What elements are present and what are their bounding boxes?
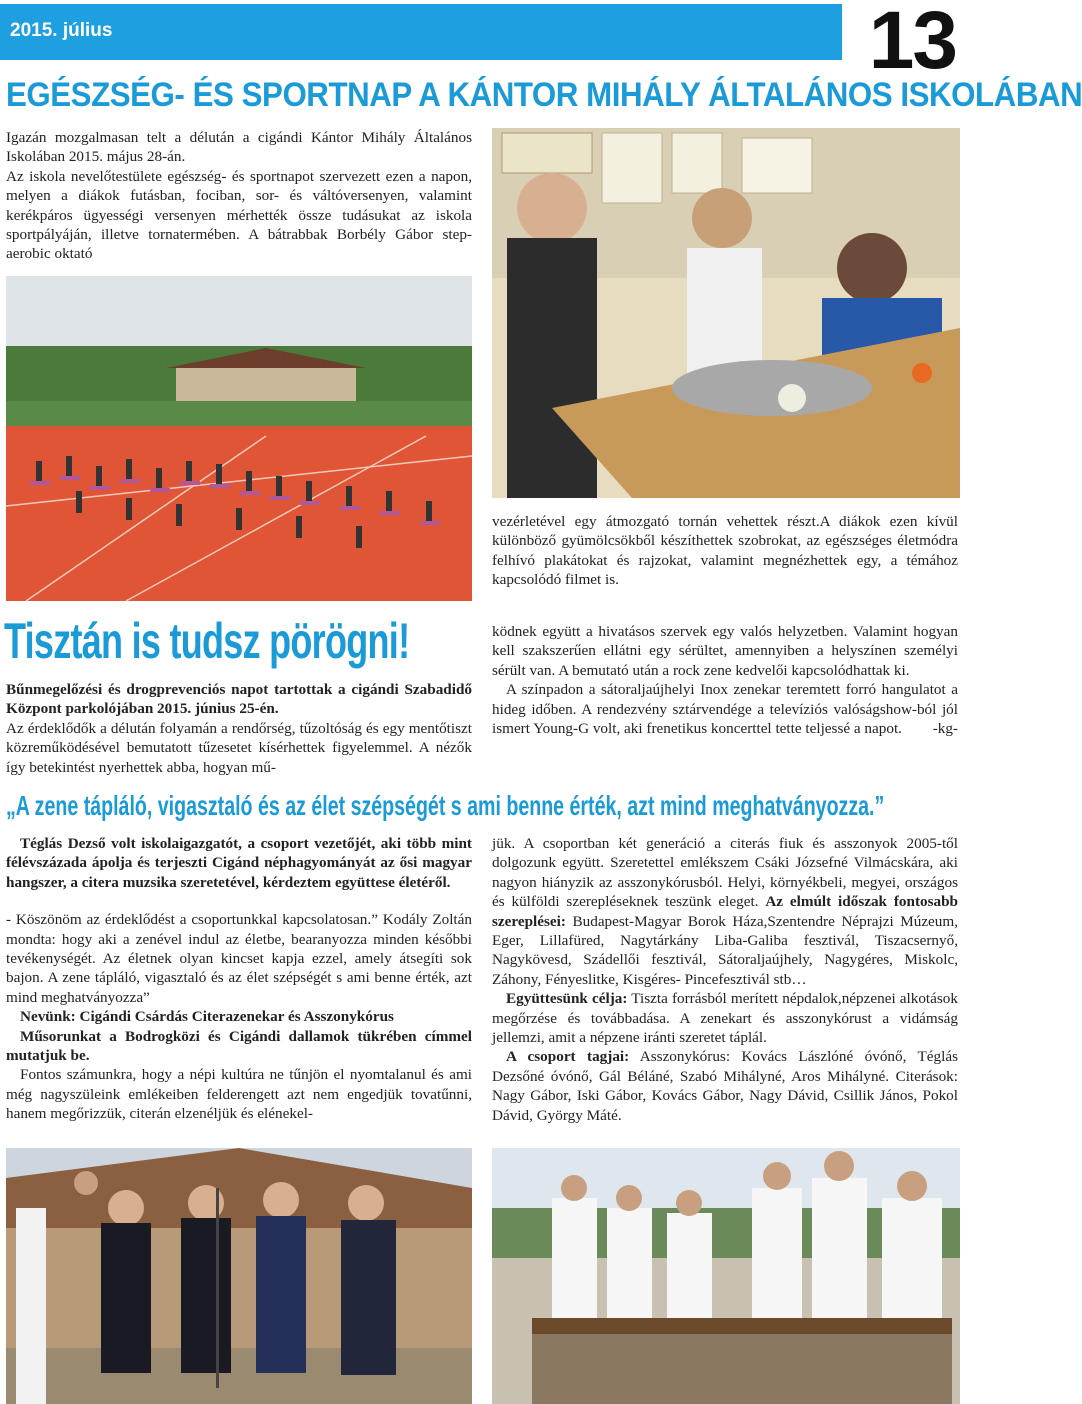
article2-col1 (6, 680, 472, 777)
photo-choir (6, 1148, 472, 1404)
article2-body3: A színpadon a sátoraljaújhelyi Inox zenekar teremtett forró hangulatot a hideg időben. A rendezvény sztárvendége a televíziós valóságshow-ból jól ismert Young-G volt, aki frenetikus koncerttel tette teljessé a napot. (492, 681, 958, 738)
photo-step-aerobic (6, 276, 472, 601)
article1-body1: Az iskola nevelőtestülete egészség- és sportnapot szervezett ezen a napon, melyen a diákok futásban, fociban, sor- és váltóversenyen, valamint kerékpáros ügyességi versenyen mérhették össze tudásukat az iskola sportpályáján, illetve tornatermében. A bátrabbak Borbély Gábor step-aerobic oktató (6, 167, 472, 263)
article3-perf-text: Budapest-Magyar Borok Háza,Szentendre Néprajzi Múzeum, Eger, Lillafüred, Nagytárkány Liba-Galiba fesztivál, Tiszacsernyő, Nagykövesd, Szádellői fesztivál, Sátoraljaújhely, Nagygéres, Miskolc, Záhony, Fényeslitke, Kisgéres- Pincefesztivál stb… (492, 912, 959, 988)
header-bar (0, 4, 842, 60)
article3-p1: - Köszönöm az érdeklődést a csoportunkkal kapcsolatosan.” Kodály Zoltán mondta: hogy aki a zenével indul az életbe, bearanyozza minden későbbi tevékenységét. Az életnek olyan kincset kapja ezzel, amely átsegíti sok bajon. A zene tápláló, vigasztaló és az élet szépségét s ami benne érték, azt mind meghatványozza” (6, 911, 472, 1006)
article1-continued (492, 512, 958, 590)
article1-text (6, 128, 472, 264)
article2-body1: Az érdeklődők a délután folyamán a rendőrség, tűzoltóság és egy mentőtiszt közreműködésével bemutatott tűzesetet kísérhettek figyelemmel. A nézők így betekintést nyerhettek abba, hogyan mű- (6, 719, 472, 776)
article1-title: EGÉSZSÉG- ÉS SPORTNAP A KÁNTOR MIHÁLY ÁLTALÁNOS ISKOLÁBAN (6, 76, 1082, 114)
article3-p3-text: jük. A csoportban két generáció a citerás fiuk és asszonyok 2005-től dolgozunk együtt. Szeretettel emlékszem Csáki Józsefné Vilmácskára, aki nagyon hiányzik az asszonykórusból. Helyi, környékbeli, megyei, országos és külföldi szerepléseknek teszünk eleget. (492, 835, 958, 911)
page-number: 13 (868, 0, 956, 86)
article3-program-line: Műsorunkat a Bodrogközi és Cigándi dallamok tükrében címmel mutatjuk be. (6, 1027, 472, 1065)
photo-children-fruit (492, 128, 960, 498)
article1-intro: Igazán mozgalmasan telt a délután a cigándi Kántor Mihály Általános Iskolában 2015. május 28-án. (6, 129, 472, 166)
article3-name-line: Nevünk: Cigándi Csárdás Citerazenekar és Asszonykórus (20, 1008, 394, 1026)
article3-p2: Fontos számunkra, hogy a népi kultúra ne tűnjön el nyomtalanul és ami még nagyszüleink emlékeiben felderengett azt nem engedjük tovatűnni, hanem megőrizzük, citerán elzenéljük és elénekel- (6, 1066, 472, 1123)
article3-members-text: Asszonykórus: Kovács Lászlóné óvónő, Téglás Dezsőné óvónő, Gál Béláné, Szabó Mihályné, Aros Mihályné. Citerások: Nagy Gábor, Iski Gábor, Kovács Gábor, Nagy Dávid, Csillik János, Pokol Dávid, György Máté. (492, 1048, 959, 1124)
article3-goal (492, 989, 958, 1047)
article1-body2: vezérletével egy átmozgató tornán vehettek részt.A diákok ezen kívül különböző gyümölcsökből készíthettek szobrokat, az egészséges életmódra felhívó plakátokat és rajzokat, valamint megnézhettek egy, a témához kapcsolódó filmet is. (492, 513, 958, 589)
article3-goal-text: Tiszta forrásból merített népdalok,népzenei alkotások megőrzése és továbbadása. A zenekart és asszonykórust a vidámság jellemzi, amit a népzene iránti szeretet táplál. (492, 990, 958, 1047)
article3-p3 (492, 834, 958, 989)
article3-perf-label: Az elmúlt időszak fontosabb szereplései: (492, 893, 958, 930)
article3-col2 (492, 834, 958, 1125)
article3-members (492, 1047, 958, 1125)
article2-col2 (492, 622, 958, 739)
article2-lead: Bűnmegelőzési és drogprevenciós napot tartottak a cigándi Szabadidő Központ parkolójában 2015. június 25-én. (6, 681, 472, 718)
article3-title: „A zene tápláló, vigasztaló és az élet szépségét s ami benne érték, azt mind meghatványozza.” (6, 790, 885, 821)
article3-lead: Téglás Dezső volt iskolaigazgatót, a csoport vezetőjét, aki több mint félévszázada ápolja és terjeszti Cigánd néphagyományát az ősi magyar hangszer, a citera muzsika szeretetével, kérdeztem együttese életéről. (6, 835, 472, 891)
issue-date: 2015. július (10, 20, 113, 41)
article3-members-label: A csoport tagjai: (506, 1048, 630, 1066)
article3-col1 (6, 834, 472, 1124)
photo-zither-players (492, 1148, 960, 1404)
article2-signature: -kg- (932, 720, 958, 738)
article2-body2: ködnek együtt a hivatásos szervek egy valós helyzetben. Valamint hogyan kell szakszerűen ellátni egy sérültet, amennyiben a helyszínen személyi sérült van. A bemutató után a rock zene kedvelői kapcsolódhattak ki. (492, 623, 958, 679)
article3-goal-label: Együttesünk célja: (506, 990, 628, 1008)
article2-title: Tisztán is tudsz pörögni! (4, 613, 410, 669)
